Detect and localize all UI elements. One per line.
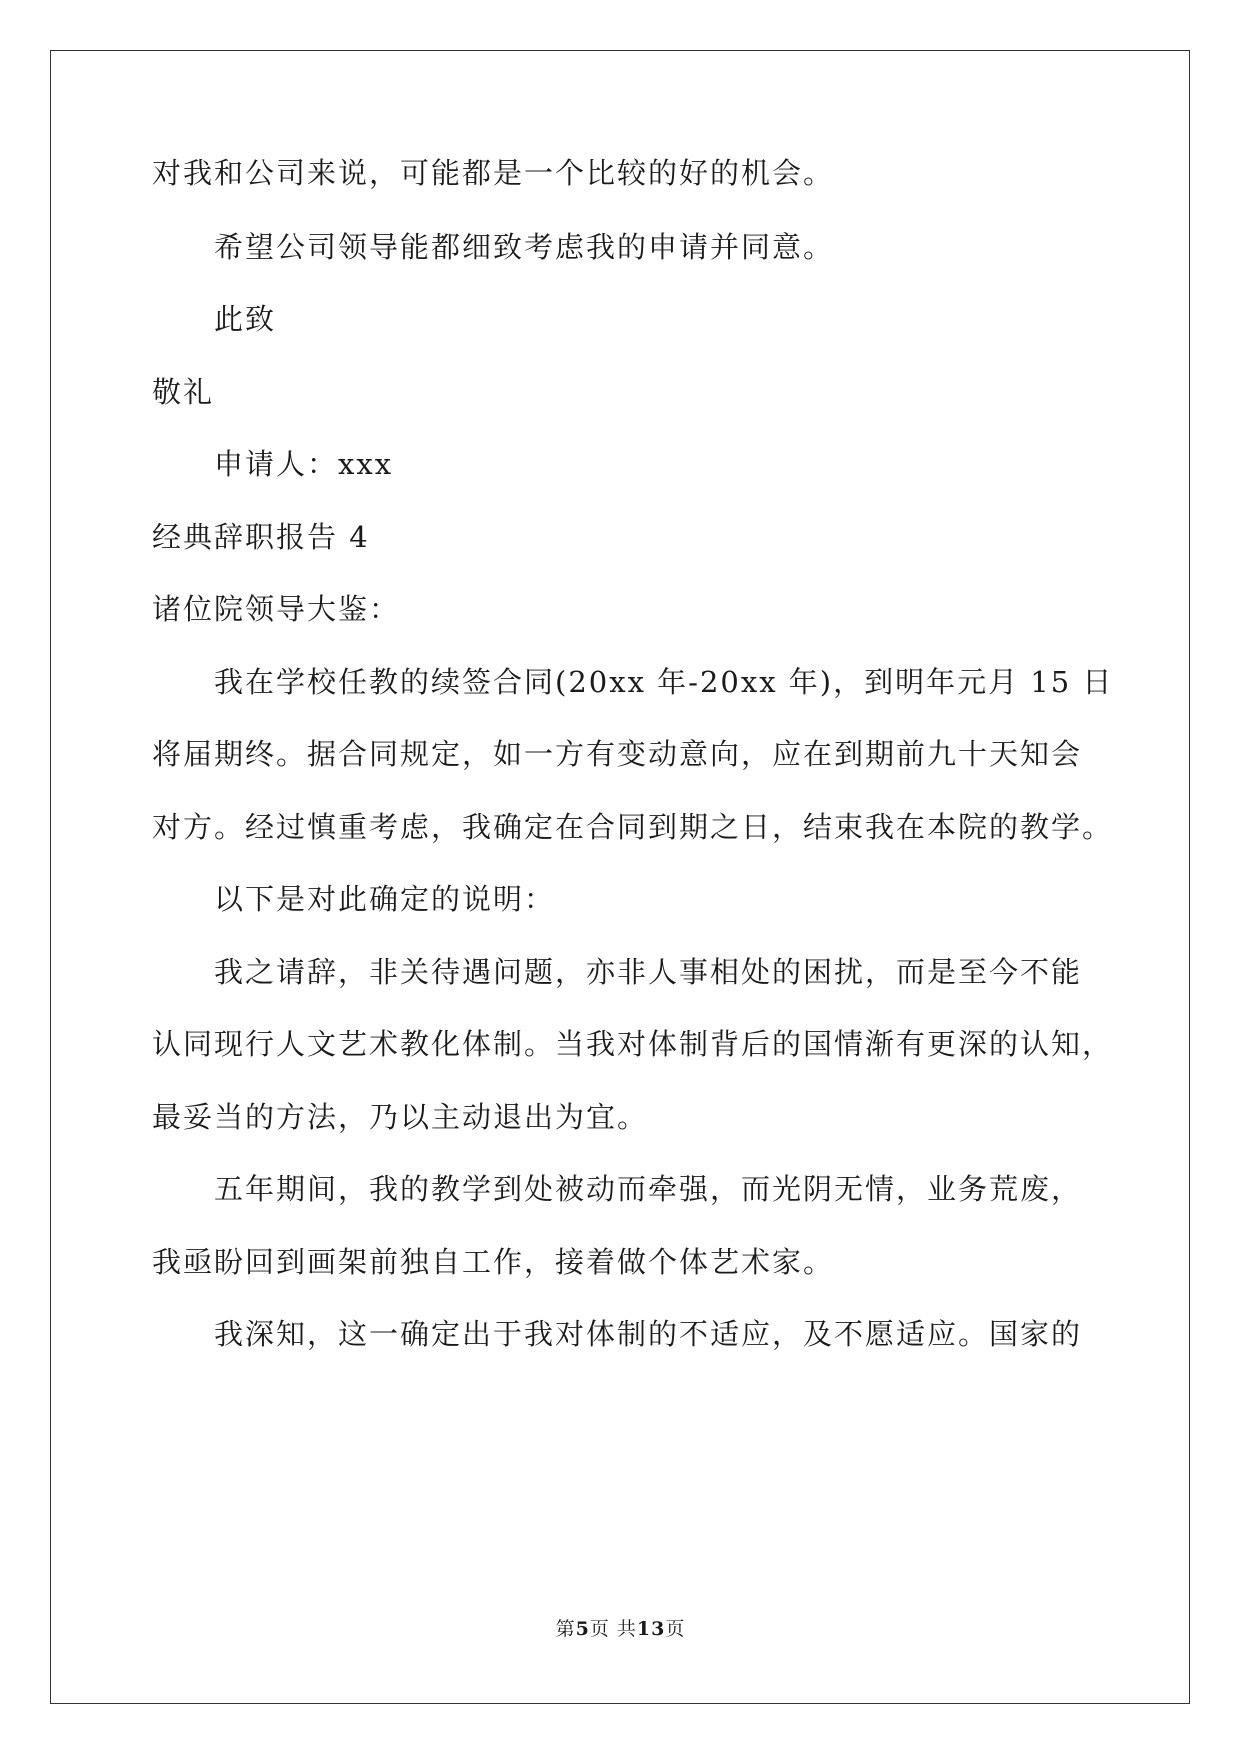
text-line: 我之请辞，非关待遇问题，亦非人事相处的困扰，而是至今不能 xyxy=(214,955,1083,989)
text-line: 以下是对此确定的说明： xyxy=(214,882,556,916)
current-page-number: 5 xyxy=(575,1618,590,1640)
footer-mid: 页 共 xyxy=(589,1618,637,1640)
letter-salutation: 诸位院领导大鉴： xyxy=(152,592,401,626)
total-page-count: 13 xyxy=(636,1618,666,1640)
text-line: 认同现行人文艺术教化体制。当我对体制背后的国情渐有更深的认知， xyxy=(152,1027,1114,1061)
closing-salutation: 此致 xyxy=(214,302,277,336)
text-line: 我亟盼回到画架前独自工作，接着做个体艺术家。 xyxy=(152,1245,835,1279)
footer-suffix: 页 xyxy=(665,1618,686,1640)
text-line: 对我和公司来说，可能都是一个比较的好的机会。 xyxy=(152,156,835,190)
text-line: 对方。经过慎重考虑，我确定在合同到期之日，结束我在本院的教学。 xyxy=(152,810,1114,844)
text-line: 我深知，这一确定出于我对体制的不适应，及不愿适应。国家的 xyxy=(214,1317,1083,1351)
closing-respect: 敬礼 xyxy=(152,375,215,409)
page-border xyxy=(50,50,1190,1704)
text-line: 将届期终。据合同规定，如一方有变动意向，应在到期前九十天知会 xyxy=(152,737,1083,771)
page-number-footer xyxy=(0,1617,1241,1641)
section-title: 经典辞职报告 4 xyxy=(152,520,370,554)
text-line: 我在学校任教的续签合同(20xx 年-20xx 年)，到明年元月 15 日 xyxy=(214,665,1114,699)
applicant-signature: 申请人：xxx xyxy=(214,447,394,481)
text-line: 希望公司领导能都细致考虑我的申请并同意。 xyxy=(214,230,835,264)
text-line: 最妥当的方法，乃以主动退出为宜。 xyxy=(152,1100,649,1134)
footer-prefix: 第 xyxy=(555,1618,576,1640)
text-line: 五年期间，我的教学到处被动而牵强，而光阴无情，业务荒废， xyxy=(214,1172,1083,1206)
